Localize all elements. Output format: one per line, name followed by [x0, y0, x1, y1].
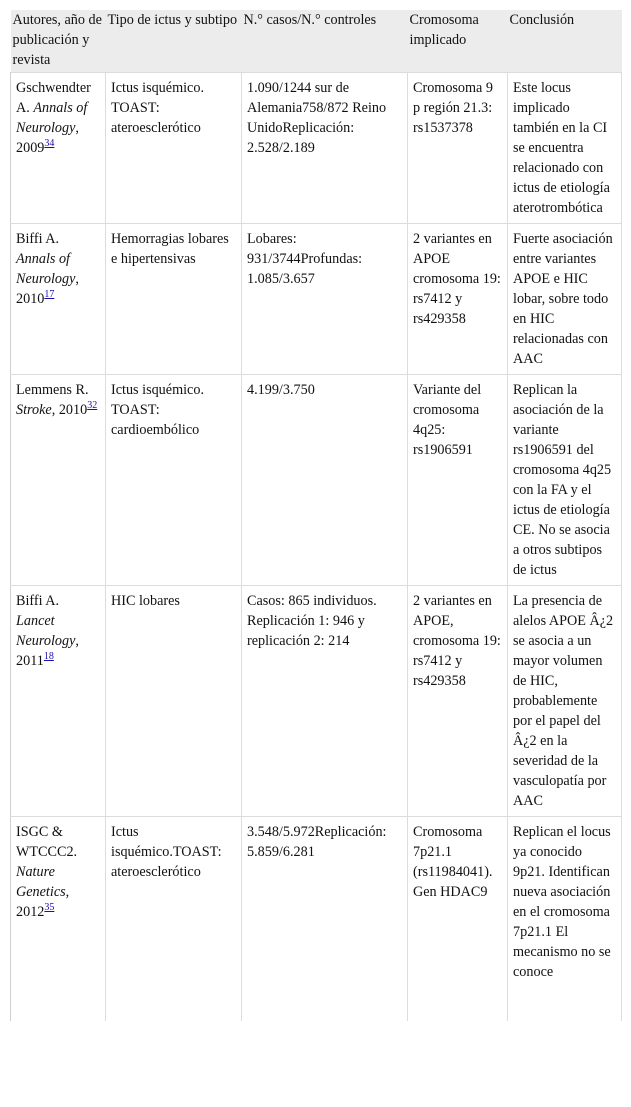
reference-link[interactable]: 32 — [87, 400, 98, 412]
journal-name: Lancet Neurology — [16, 613, 76, 649]
cell-author — [11, 817, 106, 1022]
reference-link[interactable]: 34 — [44, 138, 55, 150]
author-name: Lemmens R. — [16, 382, 89, 398]
publication-year: , 2011 — [16, 633, 79, 669]
table-row — [11, 224, 622, 375]
genetic-studies-table — [10, 10, 622, 1021]
header-conclusion: Conclusión — [508, 10, 622, 73]
cell-cases-controls: 4.199/3.750 — [242, 375, 408, 586]
cell-chromosome: Variante del cromosoma 4q25: rs1906591 — [408, 375, 508, 586]
cell-chromosome: Cromosoma 7p21.1 (rs11984041). Gen HDAC9 — [408, 817, 508, 1022]
cell-author — [11, 73, 106, 224]
cell-conclusion: Replican el locus ya conocido 9p21. Identifican nueva asociación en el cromosoma 7p21.1 El mecanismo no se conoce — [508, 817, 622, 1022]
author-name: Gschwendter A. — [16, 80, 91, 116]
journal-name: Nature Genetics — [16, 864, 66, 900]
journal-name: Stroke — [16, 402, 52, 418]
cell-stroke-type: Hemorragias lobares e hipertensivas — [106, 224, 242, 375]
cell-chromosome: 2 variantes en APOE, cromosoma 19: rs7412 y rs429358 — [408, 586, 508, 817]
cell-author — [11, 224, 106, 375]
author-name: ISGC & WTCCC2. — [16, 824, 78, 860]
header-cases-controls: N.° casos/N.° controles — [242, 10, 408, 73]
cell-stroke-type: Ictus isquémico.TOAST: ateroesclerótico — [106, 817, 242, 1022]
author-name: Biffi A. — [16, 231, 60, 247]
cell-conclusion: La presencia de alelos APOE Â¿2 se asocia a un mayor volumen de HIC, probablemente por el papel del Â¿2 en la severidad de la vasculopatía por AAC — [508, 586, 622, 817]
cell-conclusion: Este locus implicado también en la CI se encuentra relacionado con ictus de etiología aterotrombótica — [508, 73, 622, 224]
journal-name: Annals of Neurology — [16, 100, 88, 136]
reference-link[interactable]: 18 — [43, 651, 54, 663]
cell-stroke-type: Ictus isquémico. TOAST: ateroesclerótico — [106, 73, 242, 224]
publication-year: , 2010 — [16, 271, 79, 307]
cell-cases-controls: 3.548/5.972Replicación: 5.859/6.281 — [242, 817, 408, 1022]
cell-cases-controls: Lobares: 931/3744Profundas: 1.085/3.657 — [242, 224, 408, 375]
cell-stroke-type: HIC lobares — [106, 586, 242, 817]
cell-chromosome: 2 variantes en APOE cromosoma 19: rs7412 y rs429358 — [408, 224, 508, 375]
table-row — [11, 73, 622, 224]
publication-year: , 2009 — [16, 120, 79, 156]
cell-chromosome: Cromosoma 9 p región 21.3: rs1537378 — [408, 73, 508, 224]
table-row — [11, 817, 622, 1022]
table-row — [11, 375, 622, 586]
table-header-row — [11, 10, 622, 73]
reference-link[interactable]: 17 — [44, 289, 55, 301]
publication-year: , 2010 — [51, 402, 88, 418]
cell-author — [11, 586, 106, 817]
cell-conclusion: Replican la asociación de la variante rs1906591 del cromosoma 4q25 con la FA y el ictus de etiología CE. No se asocia a otros subtipos de ictus — [508, 375, 622, 586]
table-row — [11, 586, 622, 817]
cell-cases-controls: Casos: 865 individuos. Replicación 1: 946 y replicación 2: 214 — [242, 586, 408, 817]
header-authors: Autores, año de publicación y revista — [11, 10, 106, 73]
journal-name: Annals of Neurology — [16, 251, 76, 287]
cell-conclusion: Fuerte asociación entre variantes APOE e HIC lobar, sobre todo en HIC relacionadas con AAC — [508, 224, 622, 375]
study-table-container — [10, 10, 621, 1021]
publication-year: , 2012 — [16, 884, 70, 920]
cell-stroke-type: Ictus isquémico. TOAST: cardioembólico — [106, 375, 242, 586]
cell-author — [11, 375, 106, 586]
reference-link[interactable]: 35 — [44, 902, 55, 914]
header-stroke-type: Tipo de ictus y subtipo — [106, 10, 242, 73]
header-chromosome: Cromosoma implicado — [408, 10, 508, 73]
author-name: Biffi A. — [16, 593, 60, 609]
cell-cases-controls: 1.090/1244 sur de Alemania758/872 Reino UnidoReplicación: 2.528/2.189 — [242, 73, 408, 224]
